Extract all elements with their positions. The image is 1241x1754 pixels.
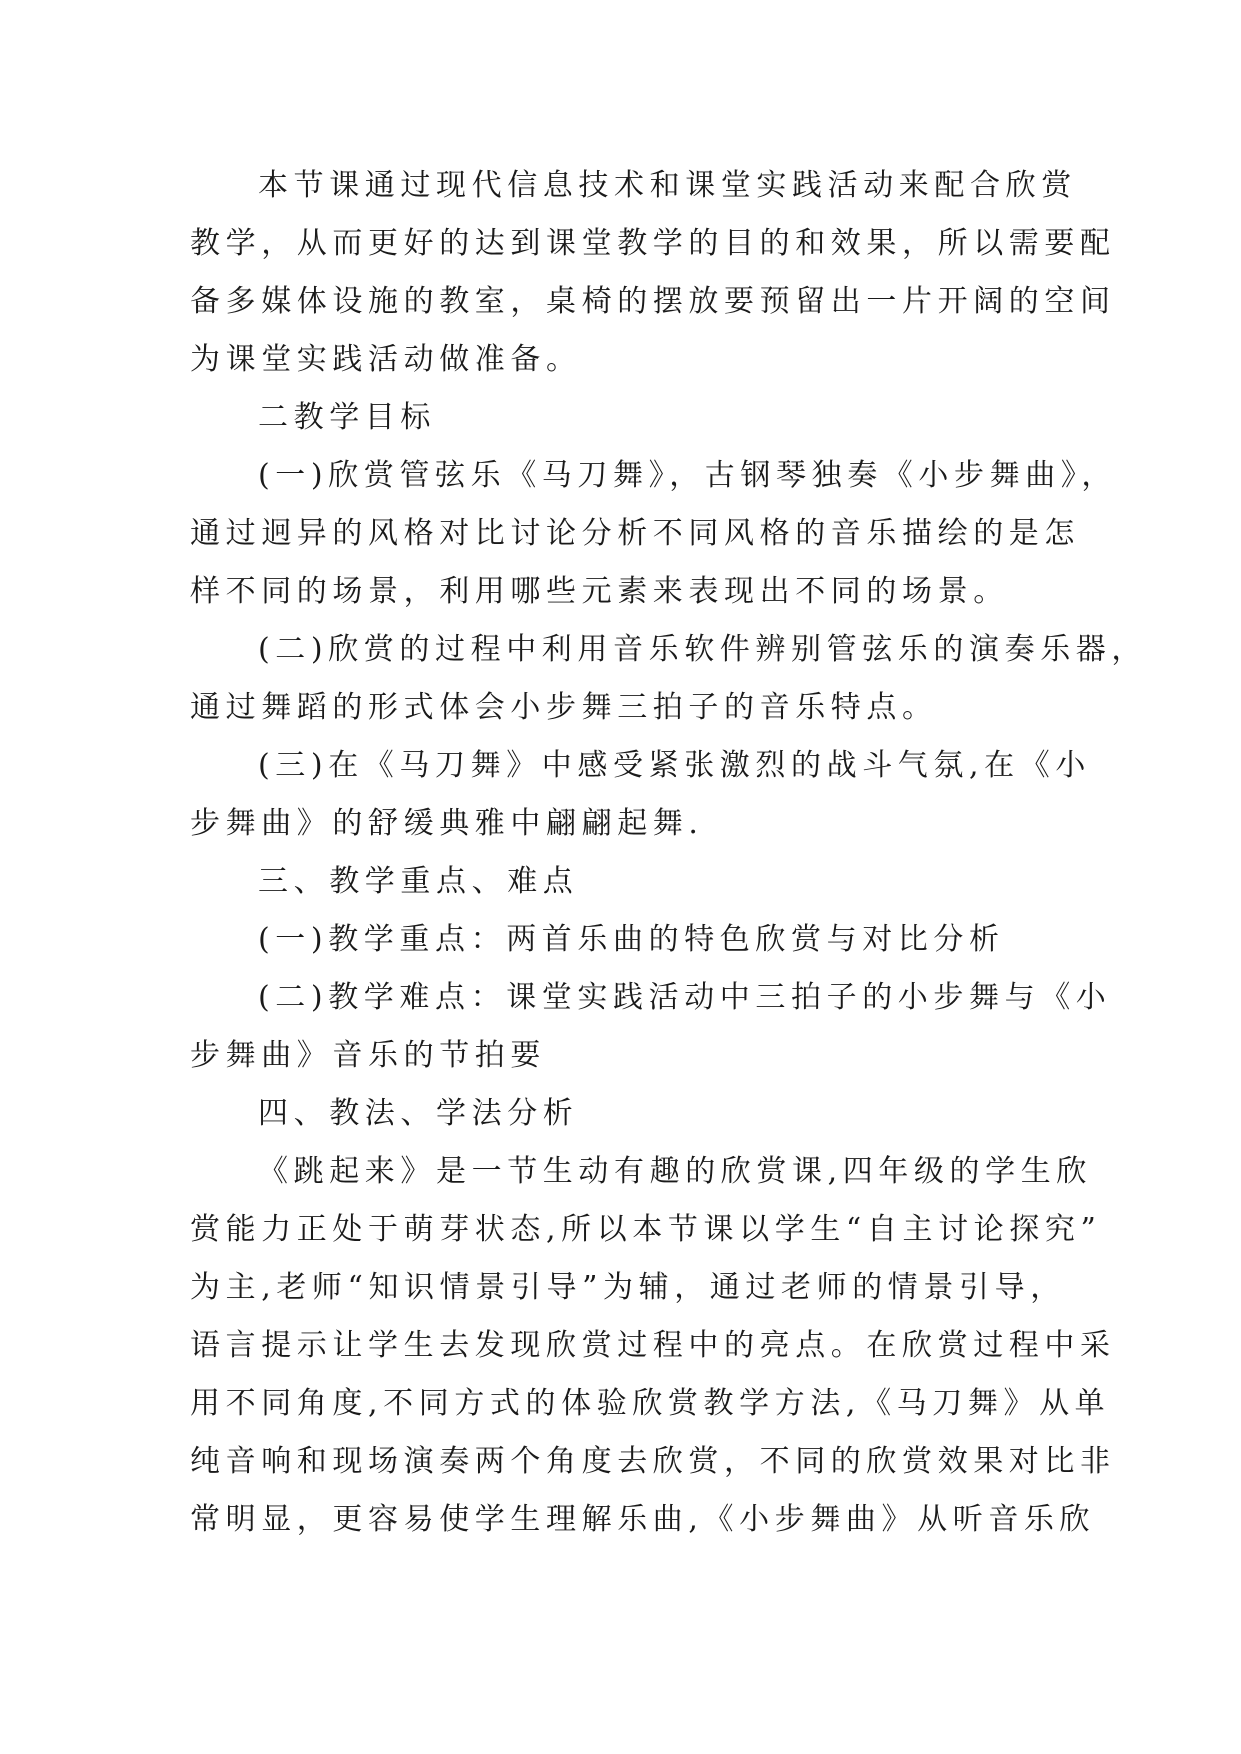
paragraph-line: (一)教学重点：两首乐曲的特色欣赏与对比分析 bbox=[258, 922, 1005, 957]
paragraph-line: 通过迥异的风格对比讨论分析不同风格的音乐描绘的是怎 bbox=[190, 516, 1080, 551]
paragraph-line: 赏能力正处于萌芽状态,所以本节课以学生“自主讨论探究” bbox=[190, 1212, 1102, 1247]
paragraph-line: 《跳起来》是一节生动有趣的欣赏课,四年级的学生欣 bbox=[258, 1154, 1092, 1189]
paragraph-line: (一)欣赏管弦乐《马刀舞》，古钢琴独奏《小步舞曲》， bbox=[258, 458, 1118, 493]
paragraph-line: 为课堂实践活动做准备。 bbox=[190, 342, 582, 377]
paragraph-line: (二)教学难点：课堂实践活动中三拍子的小步舞与《小 bbox=[258, 980, 1112, 1015]
paragraph-line: 为主,老师“知识情景引导”为辅，通过老师的情景引导， bbox=[190, 1270, 1066, 1305]
paragraph-line: 纯音响和现场演奏两个角度去欣赏，不同的欣赏效果对比非 bbox=[190, 1444, 1116, 1479]
section-heading: 三、教学重点、难点 bbox=[258, 864, 579, 899]
section-heading: 二教学目标 bbox=[258, 400, 436, 435]
paragraph-line: 常明显，更容易使学生理解乐曲,《小步舞曲》从听音乐欣 bbox=[190, 1502, 1096, 1537]
section-heading: 四、教法、学法分析 bbox=[258, 1096, 579, 1131]
paragraph-line: (三)在《马刀舞》中感受紧张激烈的战斗气氛,在《小 bbox=[258, 748, 1091, 783]
paragraph-line: 备多媒体设施的教室，桌椅的摆放要预留出一片开阔的空间 bbox=[190, 284, 1116, 319]
paragraph-line: 步舞曲》的舒缓典雅中翩翩起舞. bbox=[190, 806, 704, 841]
paragraph-line: 教学，从而更好的达到课堂教学的目的和效果，所以需要配 bbox=[190, 226, 1116, 261]
paragraph-line: 语言提示让学生去发现欣赏过程中的亮点。在欣赏过程中采 bbox=[190, 1328, 1116, 1363]
paragraph-line: 用不同角度,不同方式的体验欣赏教学方法,《马刀舞》从单 bbox=[190, 1386, 1111, 1421]
paragraph-line: 通过舞蹈的形式体会小步舞三拍子的音乐特点。 bbox=[190, 690, 938, 725]
paragraph-line: 本节课通过现代信息技术和课堂实践活动来配合欣赏 bbox=[258, 168, 1077, 203]
paragraph-line: (二)欣赏的过程中利用音乐软件辨别管弦乐的演奏乐器， bbox=[258, 632, 1148, 667]
document-body bbox=[190, 157, 1148, 1549]
paragraph-line: 步舞曲》音乐的节拍要 bbox=[190, 1038, 546, 1073]
paragraph-line: 样不同的场景，利用哪些元素来表现出不同的场景。 bbox=[190, 574, 1009, 609]
